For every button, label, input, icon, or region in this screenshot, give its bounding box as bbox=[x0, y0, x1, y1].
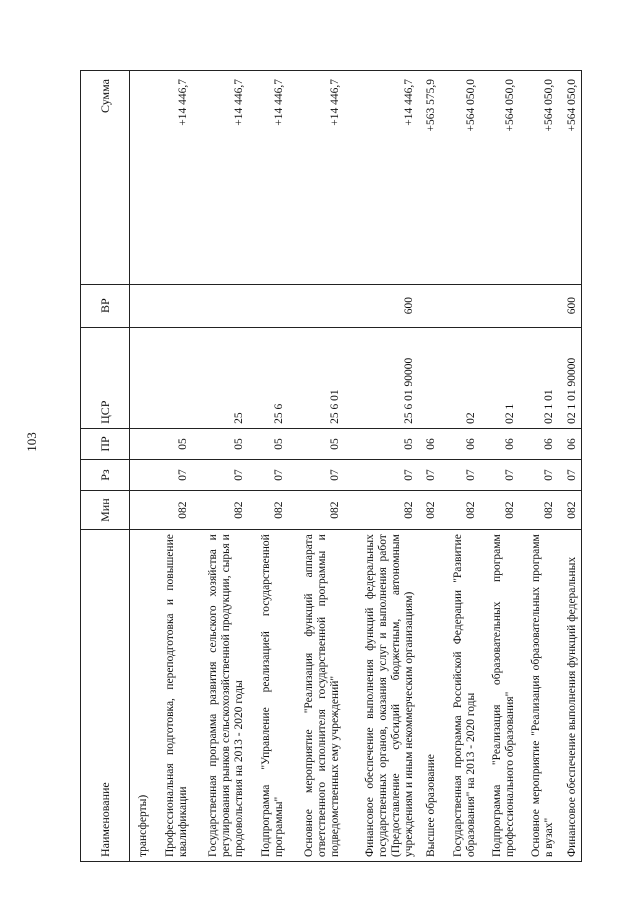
cell-pr bbox=[130, 428, 153, 459]
cell-vr: 600 bbox=[344, 284, 418, 327]
cell-csr: 02 bbox=[440, 327, 479, 428]
cell-vr bbox=[248, 284, 287, 327]
table-row bbox=[480, 71, 519, 862]
cell-sum: +14 446,7 bbox=[248, 71, 287, 285]
cell-name: Основное мероприятие "Реализация образовательных программ в вузах" bbox=[519, 530, 558, 862]
table-row bbox=[152, 71, 191, 862]
cell-sum: +14 446,7 bbox=[288, 71, 345, 285]
header-sum: Сумма bbox=[81, 71, 130, 285]
table-row bbox=[440, 71, 479, 862]
cell-csr bbox=[152, 327, 191, 428]
cell-rz: 07 bbox=[480, 460, 519, 491]
cell-pr: 05 bbox=[192, 428, 249, 459]
page-number: 103 bbox=[24, 432, 39, 452]
cell-min bbox=[130, 491, 153, 530]
cell-pr: 05 bbox=[288, 428, 345, 459]
table-header-row bbox=[81, 71, 130, 862]
cell-rz: 07 bbox=[344, 460, 418, 491]
cell-sum: +14 446,7 bbox=[152, 71, 191, 285]
cell-csr: 02 1 01 90000 bbox=[558, 327, 581, 428]
cell-name: Государственная программа развития сельского хозяйства и регулирования рынков сельскохозяйственной продукции, сырья и продовольствия на 2013 - 2020 годы bbox=[192, 530, 249, 862]
table-row bbox=[248, 71, 287, 862]
cell-name: Государственная программа Российской Федерации "Развитие образования" на 2013 - 2020 годы bbox=[440, 530, 479, 862]
cell-min: 082 bbox=[440, 491, 479, 530]
cell-rz bbox=[130, 460, 153, 491]
cell-name: Подпрограмма "Управление реализацией государственной программы" bbox=[248, 530, 287, 862]
cell-vr bbox=[480, 284, 519, 327]
cell-sum: +564 050,0 bbox=[519, 71, 558, 285]
cell-min: 082 bbox=[192, 491, 249, 530]
cell-min: 082 bbox=[558, 491, 581, 530]
cell-rz: 07 bbox=[440, 460, 479, 491]
cell-rz: 07 bbox=[192, 460, 249, 491]
cell-vr bbox=[519, 284, 558, 327]
cell-sum: +563 575,9 bbox=[418, 71, 440, 285]
cell-pr: 05 bbox=[248, 428, 287, 459]
header-csr: ЦСР bbox=[81, 327, 130, 428]
cell-sum bbox=[130, 71, 153, 285]
cell-min: 082 bbox=[152, 491, 191, 530]
cell-csr bbox=[130, 327, 153, 428]
cell-min: 082 bbox=[344, 491, 418, 530]
cell-vr bbox=[288, 284, 345, 327]
table-row bbox=[192, 71, 249, 862]
cell-name: Профессиональная подготовка, переподготовка и повышение квалификации bbox=[152, 530, 191, 862]
cell-csr: 02 1 bbox=[480, 327, 519, 428]
header-pr: ПР bbox=[81, 428, 130, 459]
budget-table-rotated bbox=[80, 70, 582, 862]
cell-rz: 07 bbox=[558, 460, 581, 491]
cell-min: 082 bbox=[480, 491, 519, 530]
table-row bbox=[519, 71, 558, 862]
table-row bbox=[130, 71, 153, 862]
cell-name: Основное мероприятие "Реализация функций аппарата ответственного исполнителя государственной программы и подведомственных ему учреждений" bbox=[288, 530, 345, 862]
cell-sum: +564 050,0 bbox=[558, 71, 581, 285]
cell-rz: 07 bbox=[248, 460, 287, 491]
cell-min: 082 bbox=[519, 491, 558, 530]
cell-csr: 02 1 01 bbox=[519, 327, 558, 428]
cell-min: 082 bbox=[288, 491, 345, 530]
cell-vr bbox=[152, 284, 191, 327]
cell-rz: 07 bbox=[288, 460, 345, 491]
header-rz: Рз bbox=[81, 460, 130, 491]
cell-name: Высшее образование bbox=[418, 530, 440, 862]
cell-vr bbox=[192, 284, 249, 327]
cell-sum: +564 050,0 bbox=[480, 71, 519, 285]
cell-rz: 07 bbox=[418, 460, 440, 491]
table-row bbox=[288, 71, 345, 862]
table-row bbox=[558, 71, 581, 862]
cell-vr bbox=[130, 284, 153, 327]
budget-table bbox=[80, 70, 582, 862]
table-row bbox=[344, 71, 418, 862]
cell-pr: 05 bbox=[344, 428, 418, 459]
header-vr: ВР bbox=[81, 284, 130, 327]
cell-pr: 06 bbox=[440, 428, 479, 459]
cell-vr: 600 bbox=[558, 284, 581, 327]
cell-min: 082 bbox=[418, 491, 440, 530]
cell-csr: 25 bbox=[192, 327, 249, 428]
cell-csr bbox=[418, 327, 440, 428]
cell-name: Финансовое обеспечение выполнения функций федеральных bbox=[558, 530, 581, 862]
cell-sum: +14 446,7 bbox=[192, 71, 249, 285]
cell-name: Финансовое обеспечение выполнения функций федеральных государственных органов, оказания услуг и выполнения работ (Предоставление субсидий бюджетным, автономным учреждениям и иным некоммерческим организациям) bbox=[344, 530, 418, 862]
cell-rz: 07 bbox=[519, 460, 558, 491]
cell-rz: 07 bbox=[152, 460, 191, 491]
cell-pr: 06 bbox=[480, 428, 519, 459]
header-min: Мин bbox=[81, 491, 130, 530]
cell-csr: 25 6 01 90000 bbox=[344, 327, 418, 428]
cell-name: Подпрограмма "Реализация образовательных программ профессионального образования" bbox=[480, 530, 519, 862]
cell-vr bbox=[418, 284, 440, 327]
header-name: Наименование bbox=[81, 530, 130, 862]
cell-vr bbox=[440, 284, 479, 327]
cell-sum: +14 446,7 bbox=[344, 71, 418, 285]
cell-name: трансферты) bbox=[130, 530, 153, 862]
cell-pr: 06 bbox=[558, 428, 581, 459]
cell-csr: 25 6 bbox=[248, 327, 287, 428]
table-body bbox=[130, 71, 582, 862]
table-row bbox=[418, 71, 440, 862]
cell-csr: 25 6 01 bbox=[288, 327, 345, 428]
cell-min: 082 bbox=[248, 491, 287, 530]
cell-pr: 06 bbox=[418, 428, 440, 459]
cell-pr: 06 bbox=[519, 428, 558, 459]
cell-pr: 05 bbox=[152, 428, 191, 459]
cell-sum: +564 050,0 bbox=[440, 71, 479, 285]
